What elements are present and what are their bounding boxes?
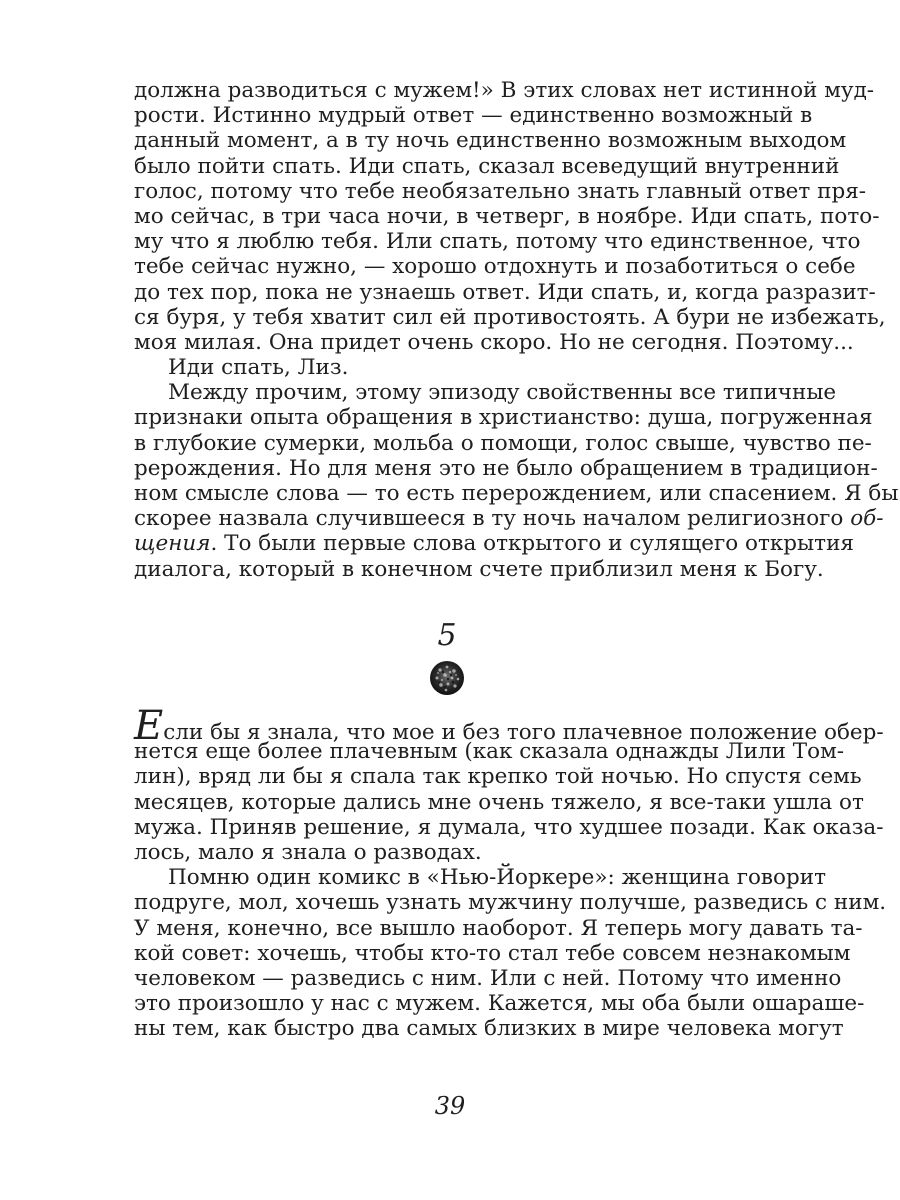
page-number: 39 [434,1092,466,1120]
text-line: ны тем, как быстро два самых близких в мире человека могут [134,1016,844,1042]
text-line [134,531,854,557]
text-line: было пойти спать. Иди спать, сказал всеведущий внутренний [134,153,840,179]
text-line: моя милая. Она придет очень скоро. Но не сегодня. Поэтому... [134,329,854,355]
chapter-number: 5 [437,618,457,653]
italic-text: об- [850,506,884,532]
text-line: должна разводиться с мужем!» В этих словах нет истинной муд- [134,78,875,103]
text-line: диалога, который в конечном счете приблизил меня к Богу. [134,556,824,582]
text-line: У меня, конечно, все вышло наоборот. Я теперь могу давать та- [134,915,863,941]
text-line: данный момент, а в ту ночь единственно возможным выходом [134,128,847,154]
ornament-icon [427,658,467,698]
text-line [134,703,884,749]
text-line: ном смысле слова — то есть перерождением, или спасением. Я бы [134,481,899,506]
page-content [134,78,899,1042]
text-line: человеком — разведись с ним. Или с ней. Потому что именно [134,965,842,991]
text-line: нется еще более плачевным (как сказала однажды Лили Том- [134,739,845,765]
text-line: признаки опыта обращения в христианство: душа, погруженная [134,405,873,431]
text-line: кой совет: хочешь, чтобы кто-то стал тебе совсем незнакомым [134,940,851,966]
text-line: месяцев, которые дались мне очень тяжело, я все-таки ушла от [134,789,864,815]
text-line: ся буря, у тебя хватит сил ей противостоять. А бури не избежать, [134,304,886,330]
chapter-text [134,703,887,1042]
text-line [134,506,884,532]
text-segment: . То были первые слова открытого и сулящего открытия [210,531,854,557]
text-line: это произошло у нас с мужем. Кажется, мы оба были ошараше- [134,991,865,1017]
text-line: рости. Истинно мудрый ответ — единственно возможный в [134,103,813,129]
text-segment: скорее назвала случившееся в ту ночь началом религиозного [134,506,844,532]
text-line: рерождения. Но для меня это не было обращением в традицион- [134,455,878,481]
text-line: в глубокие сумерки, мольба о помощи, голос свыше, чувство пе- [134,430,872,456]
text-line: тебе сейчас нужно, — хорошо отдохнуть и позаботиться о себе [134,254,856,280]
text-line: голос, потому что тебе необязательно знать главный ответ пря- [134,178,867,204]
text-line: лин), вряд ли бы я спала так крепко той ночью. Но спустя семь [134,764,862,790]
drop-cap: Е [134,703,164,749]
text-line: Иди спать, Лиз. [168,355,349,381]
text-line: лось, мало я знала о разводах. [134,839,482,865]
section-text [134,78,899,582]
text-line: мо сейчас, в три часа ночи, в четверг, в ноябре. Иди спать, пото- [134,203,880,229]
text-line: Помню один комикс в «Нью-Йоркере»: женщина говорит [168,865,826,891]
text-line: подруге, мол, хочешь узнать мужчину получше, разведись с ним. [134,890,887,916]
text-segment: сли бы я знала, что мое и без того плачевное положение обер- [163,720,884,745]
text-line: му что я люблю тебя. Или спать, потому что единственное, что [134,229,861,255]
text-line: до тех пор, пока не узнаешь ответ. Иди спать, и, когда разразит- [134,279,876,305]
italic-text: щения [134,531,211,557]
text-line: Между прочим, этому эпизоду свойственны все типичные [168,380,837,406]
text-line: мужа. Приняв решение, я думала, что худшее позади. Как оказа- [134,814,884,840]
